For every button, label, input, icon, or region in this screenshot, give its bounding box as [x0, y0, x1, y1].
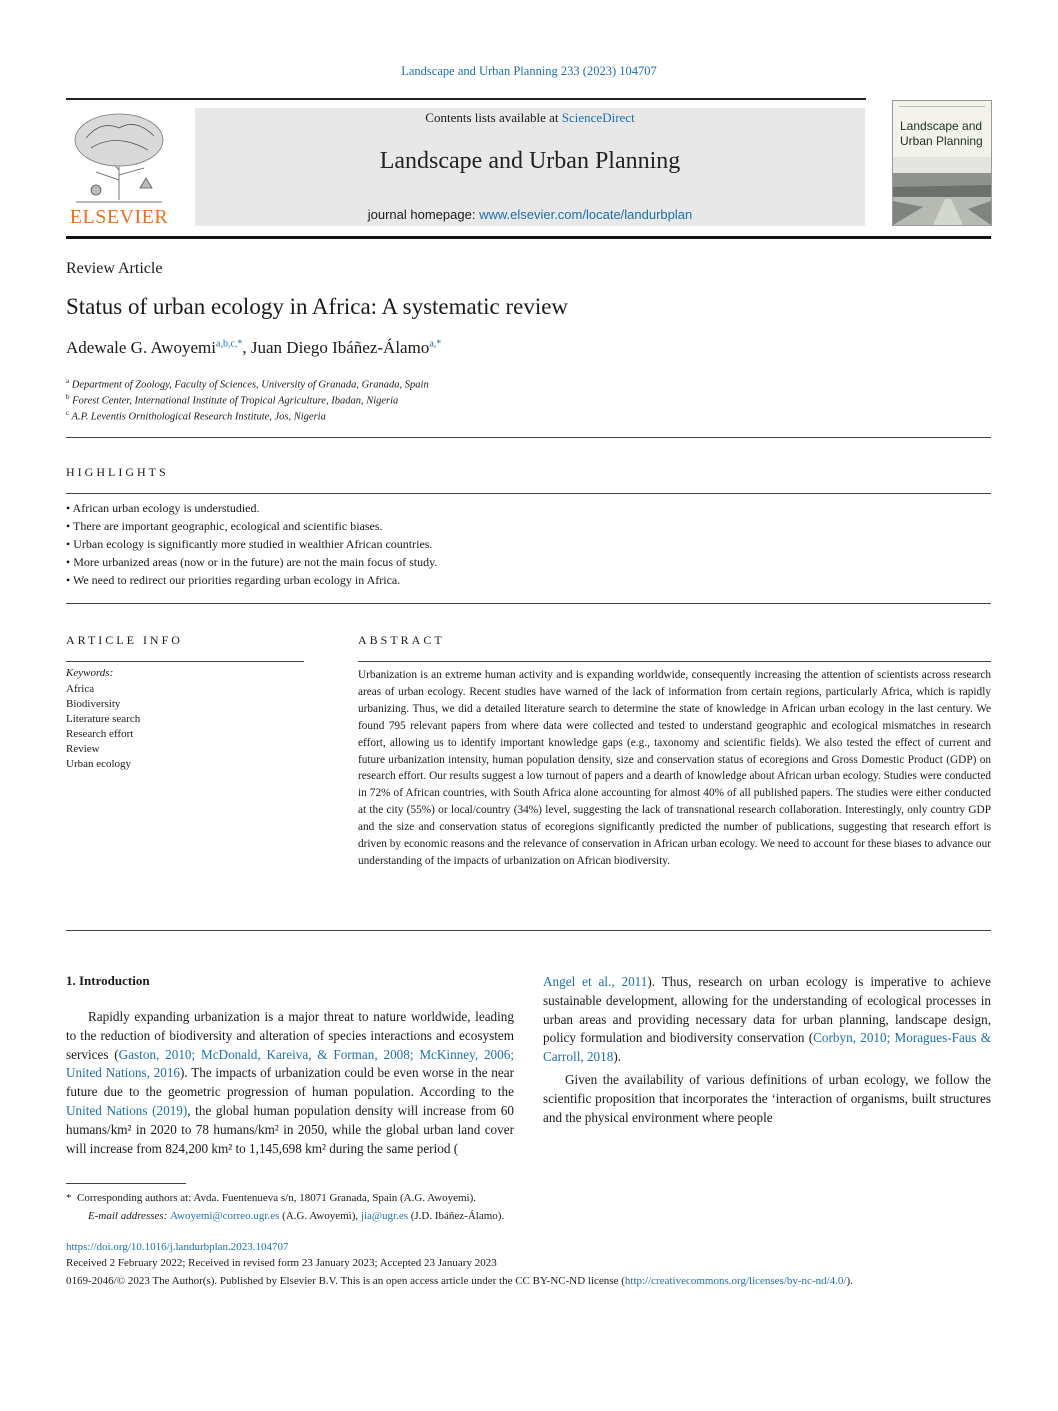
cover-title: Landscape and Urban Planning — [900, 119, 983, 148]
introduction-paragraph: Given the availability of various definitions of urban ecology, we follow the scientific proposition that incorporates the ‘interaction of organisms, built structures and the physical environment where people — [543, 1071, 991, 1125]
contents-line — [195, 110, 865, 126]
abstract-rule — [358, 661, 991, 662]
author-ibanez-alamo[interactable]: Juan Diego Ibáñez-Álamo — [250, 338, 430, 357]
affiliation-mark: a — [66, 377, 70, 385]
introduction-heading: 1. Introduction — [66, 973, 150, 988]
section-rule — [66, 930, 991, 931]
affiliation-text: Forest Center, International Institute of Tropical Agriculture, Ibadan, Nigeria — [72, 395, 399, 407]
keyword: Review — [66, 743, 100, 755]
article-type: Review Article — [66, 260, 163, 277]
affiliation-text: A.P. Leventis Ornithological Research Institute, Jos, Nigeria — [71, 411, 326, 423]
keyword: Africa — [66, 683, 95, 695]
abstract-heading: ABSTRACT — [358, 633, 445, 647]
author-separator: , — [242, 338, 251, 357]
introduction-paragraph — [66, 1008, 514, 1158]
highlight-item: • Urban ecology is significantly more studied in wealthier African countries. — [66, 537, 433, 551]
section-rule — [66, 603, 991, 604]
keyword: Research effort — [66, 728, 134, 740]
license-statement — [66, 1273, 991, 1289]
text-run: ). — [613, 1049, 622, 1065]
header-thick-rule — [66, 236, 991, 239]
cover-photo — [893, 157, 991, 225]
text-run: ). The impacts of urbanization could be even worse in the near future due to the geometric progression of human population. According to the — [66, 1065, 514, 1100]
keyword: Biodiversity — [66, 698, 121, 710]
citation-link[interactable]: Gaston, 2010; McDonald, Kareiva, & Forman, 2008; McKinney, 2006; United Nations, 2016 — [66, 1046, 514, 1081]
license-link[interactable]: http://creativecommons.org/licenses/by-nc-nd/4.0/ — [624, 1275, 847, 1287]
email-owner: (J.D. Ibáñez-Álamo). — [407, 1210, 505, 1222]
article-title: Status of urban ecology in Africa: A systematic review — [66, 294, 569, 319]
license-text: ). — [846, 1275, 853, 1287]
email-footnote — [88, 1210, 988, 1222]
journal-homepage-line — [195, 207, 865, 222]
footnote-text: Corresponding authors at: Avda. Fuentenueva s/n, 18071 Granada, Spain (A.G. Awoyemi). — [77, 1192, 476, 1204]
text-run: ). Thus, research on urban ecology is imperative to achieve sustainable development, allowing for the understanding of ecological processes in urban areas and providing necessary data for urban planning, landscape design, policy formulation and biodiversity conservation ( — [543, 974, 991, 1046]
journal-title: Landscape and Urban Planning — [379, 148, 681, 174]
footnote-mark: * — [66, 1192, 72, 1204]
cover-top-line — [899, 106, 985, 107]
elsevier-wordmark: ELSEVIER — [69, 206, 169, 228]
affiliation-mark: b — [66, 393, 70, 401]
highlight-item: • More urbanized areas (now or in the future) are not the main focus of study. — [66, 555, 438, 569]
introduction-column-right — [543, 973, 991, 1127]
journal-homepage-link[interactable]: www.elsevier.com/locate/landurbplan — [479, 207, 693, 222]
author-list — [66, 338, 441, 358]
highlight-item: • African urban ecology is understudied. — [66, 501, 260, 515]
citation-link[interactable]: Corbyn, 2010; Moragues-Faus & Carroll, 2018 — [543, 1030, 991, 1065]
journal-cover-thumbnail[interactable] — [892, 100, 992, 226]
citation-link[interactable]: Angel et al., 2011 — [543, 974, 648, 989]
author-awoyemi-affil-marks[interactable]: a,b,c,* — [216, 338, 243, 350]
email-owner: (A.G. Awoyemi), — [279, 1210, 361, 1222]
highlights-heading: HIGHLIGHTS — [66, 465, 169, 479]
highlight-item: • We need to redirect our priorities regarding urban ecology in Africa. — [66, 573, 401, 587]
introduction-column-left — [66, 1008, 514, 1158]
highlight-item: • There are important geographic, ecological and scientific biases. — [66, 519, 383, 533]
text-run: Rapidly expanding urbanization is a major threat to nature worldwide, leading to the reduction of biodiversity and alteration of species interactions and ecosystem services ( — [66, 1009, 514, 1062]
text-run: , the global human population density will increase from 60 humans/km² in 2020 to 78 humans/km² in 2050, while the global urban land cover will increase from 824,200 km² to 1,145,698 km² during the same period ( — [66, 1102, 514, 1156]
license-text: 0169-2046/© 2023 The Author(s). Published by Elsevier B.V. This is an open access article under the CC BY-NC-ND license ( — [66, 1275, 625, 1287]
section-rule — [66, 493, 991, 494]
keyword: Literature search — [66, 713, 141, 725]
author-ibanez-alamo-affil-marks[interactable]: a,* — [429, 338, 442, 350]
article-info-heading: ARTICLE INFO — [66, 633, 183, 647]
corresponding-author-footnote — [66, 1192, 966, 1204]
affiliation-mark: c — [66, 409, 70, 417]
homepage-prefix: journal homepage: — [367, 207, 480, 222]
doi-link[interactable]: https://doi.org/10.1016/j.landurbplan.2023.104707 — [66, 1241, 289, 1253]
contents-prefix: Contents lists available at — [425, 110, 562, 125]
footnote-rule — [66, 1183, 186, 1184]
email-link[interactable]: Awoyemi@correo.ugr.es — [170, 1210, 280, 1222]
author-awoyemi[interactable]: Adewale G. Awoyemi — [66, 338, 216, 357]
received-dates: Received 2 February 2022; Received in revised form 23 January 2023; Accepted 23 January 2023 — [66, 1257, 497, 1269]
email-label: E-mail addresses: — [88, 1210, 171, 1222]
affiliation-c — [66, 409, 326, 423]
keyword: Urban ecology — [66, 758, 132, 770]
affiliation-b — [66, 393, 398, 407]
introduction-paragraph-continued — [543, 973, 991, 1067]
email-link[interactable]: jia@ugr.es — [360, 1210, 408, 1222]
keywords-label: Keywords: — [66, 667, 114, 679]
journal-reference-link[interactable]: Landscape and Urban Planning 233 (2023) 104707 — [401, 64, 657, 78]
affiliation-a — [66, 377, 429, 391]
affiliation-text: Department of Zoology, Faculty of Sciences, University of Granada, Granada, Spain — [71, 379, 429, 391]
citation-link[interactable]: United Nations (2019) — [66, 1102, 188, 1118]
sciencedirect-link[interactable]: ScienceDirect — [561, 110, 635, 125]
header-top-rule — [66, 98, 866, 100]
abstract-text: Urbanization is an extreme human activity and is expanding worldwide, consequently increasing the attention of scientists across research areas of urban ecology. Recent studies have warned of the lack of information from certain regions, particularly Africa, which is rapidly urbanizing. Thus, we did a detailed literature search to determine the state of knowledge in African urban ecology in the last century. We found 795 relevant papers from where data were collected and tested to understand geographic and ecological mismatches in research effort, allowing us to identify important knowledge gaps (e.g., taxonomy and scientific fields). We also tested the effect of current and future urbanization intensity, human population density, size and conservation status of ecoregions and Gross Domestic Product (GDP) on research effort. Our results suggest a low turnout of papers and a dearth of knowledge about African urban ecology. Studies were conducted in 72% of African countries, with South Africa alone accounting for almost 40% of all published papers. The studies were either conducted at the city (55%) or local/country (34%) level, suggesting the lack of transnational research collaboration. Interestingly, only country GDP and the size and conservation status of ecoregions significantly predicted the number of publications, suggesting that research effort is driven by economic reasons and the relevance of conservation in African urban ecology. We need to account for these biases to advance our understanding of the impacts of urbanization on African biodiversity. — [358, 669, 991, 867]
section-rule — [66, 437, 991, 438]
article-info-rule — [66, 661, 304, 662]
